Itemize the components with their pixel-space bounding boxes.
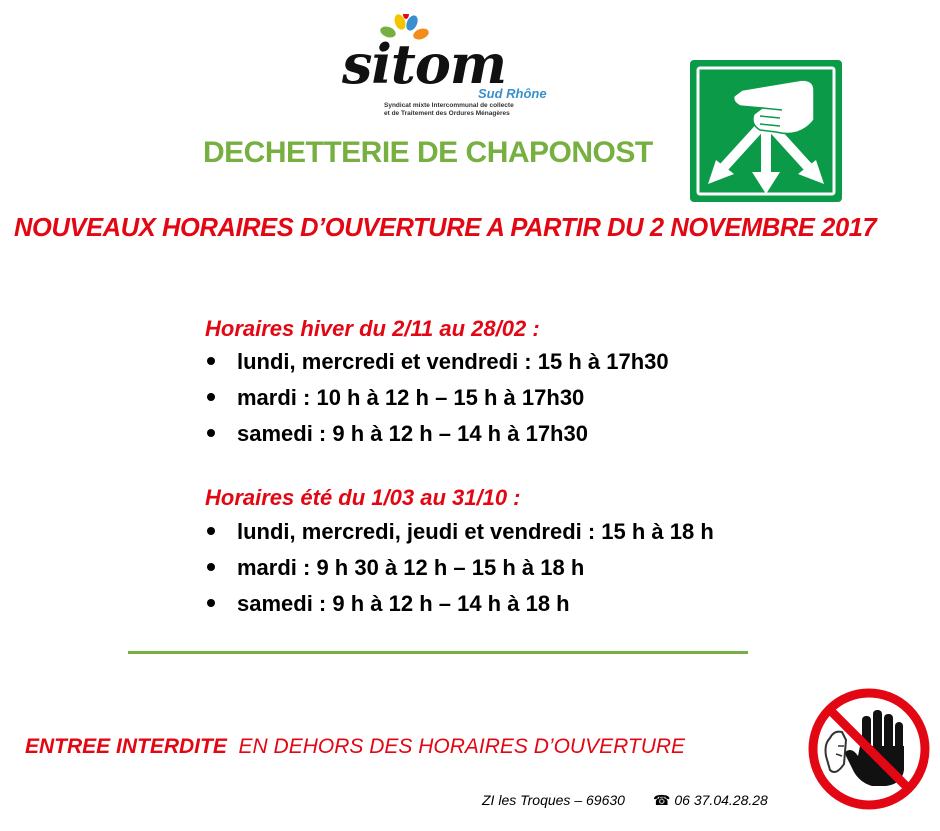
bullet-icon — [207, 599, 215, 607]
telephone-icon: ☎ — [652, 792, 671, 808]
bullet-icon — [207, 527, 215, 535]
winter-schedule-title: Horaires hiver du 2/11 au 28/02 : — [205, 316, 540, 341]
summer-item: lundi, mercredi, jeudi et vendredi : 15 h à 18 h — [205, 519, 714, 545]
divider — [128, 651, 748, 654]
address: ZI les Troques – 69630 — [482, 792, 625, 808]
phone-number: 06 37.04.28.28 — [674, 792, 768, 808]
no-entry-hand-icon — [806, 686, 932, 812]
headline: NOUVEAUX HORAIRES D’OUVERTURE A PARTIR DU 2 NOVEMBRE 2017 — [14, 214, 877, 242]
winter-item: samedi : 9 h à 12 h – 14 h à 17h30 — [205, 421, 588, 447]
logo-wordmark: sitom — [342, 32, 507, 96]
warning-rest: EN DEHORS DES HORAIRES D’OUVERTURE — [238, 735, 686, 758]
exit-arrows-icon — [690, 60, 842, 202]
winter-item: lundi, mercredi et vendredi : 15 h à 17h30 — [205, 349, 669, 375]
sitom-logo — [330, 14, 547, 122]
bullet-icon — [207, 563, 215, 571]
site-title: DECHETTERIE DE CHAPONOST — [203, 136, 653, 169]
warning-bold: ENTREE INTERDITE — [25, 735, 227, 758]
entry-forbidden-notice — [25, 735, 685, 759]
bullet-icon — [207, 357, 215, 365]
bullet-icon — [207, 393, 215, 401]
logo-subtitle: Sud Rhône — [478, 86, 547, 101]
bullet-icon — [207, 429, 215, 437]
logo-tagline: Syndicat mixte Intercommunal de collecte et de Traitement des Ordures Ménagères — [384, 102, 514, 117]
footer — [482, 792, 768, 809]
summer-item: samedi : 9 h à 12 h – 14 h à 18 h — [205, 591, 570, 617]
summer-item: mardi : 9 h 30 à 12 h – 15 h à 18 h — [205, 555, 584, 581]
summer-schedule-title: Horaires été du 1/03 au 31/10 : — [205, 485, 521, 510]
winter-item: mardi : 10 h à 12 h – 15 h à 17h30 — [205, 385, 584, 411]
